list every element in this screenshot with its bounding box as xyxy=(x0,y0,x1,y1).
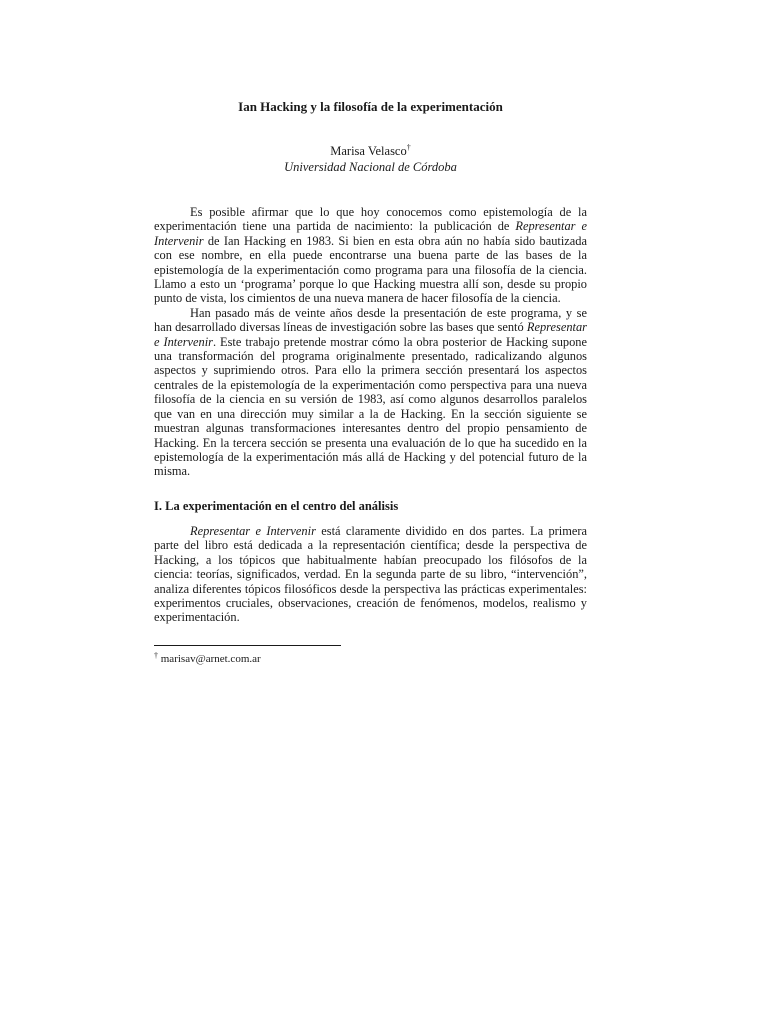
footnote-divider xyxy=(154,645,341,646)
author-name xyxy=(154,143,587,159)
paragraph-text: Han pasado más de veinte años desde la presentación de este programa, y se han desarrollado diversas líneas de investigación sobre las bases que sentó xyxy=(154,305,587,335)
paragraph-text: de Ian Hacking en 1983. Si bien en esta obra aún no había sido bautizada con ese nombre, en ella puede encontrarse una buena parte de las bases de la epistemología de la experimentación como programa para una filosofía de la ciencia. Llamo a esto un ‘programa’ porque lo que Hacking muestra allí son, desde su propio punto de vista, los cimientos de una nueva manera de hacer filosofía de la ciencia. xyxy=(154,233,587,306)
author-affiliation: Universidad Nacional de Córdoba xyxy=(284,160,457,174)
paragraph-text: Es posible afirmar que lo que hoy conocemos como epistemología de la experimentación tiene una partida de nacimiento: la publicación de xyxy=(154,205,587,234)
document-title: Ian Hacking y la filosofía de la experimentación xyxy=(238,99,503,114)
paragraph-text: está claramente dividido en dos partes. La primera parte del libro está dedicada a la representación científica; desde la perspectiva de Hacking, a los tópicos que habitualmente habían preocupado los filósofos de la ciencia: teorías, significados, verdad. En la segunda parte de su libro, “intervención”, analiza diferentes tópicos filosóficos desde la perspectiva las prácticas experimentales: experimentos cruciales, observaciones, creación de fenómenos, modelos, realismo y experimentación. xyxy=(154,524,587,625)
body-paragraph xyxy=(154,205,587,306)
footnote xyxy=(154,652,587,666)
author-footnote-marker[interactable]: † xyxy=(406,143,411,152)
section-heading: I. La experimentación en el centro del análisis xyxy=(154,499,399,513)
footnote-text: marisav@arnet.com.ar xyxy=(158,653,261,665)
body-paragraph xyxy=(154,306,587,479)
book-title-italic: Representar e Intervenir xyxy=(154,320,587,349)
book-title-italic: Representar e Intervenir xyxy=(154,219,587,248)
author-name-text: Marisa Velasco xyxy=(330,144,407,158)
intro-section xyxy=(154,205,587,479)
paragraph-text: . Este trabajo pretende mostrar cómo la obra posterior de Hacking supone una transformación del programa originalmente presentado, radicalizando algunos aspectos y suprimiendo otros. Para ello la primera sección presentará los aspectos centrales de la epistemología de la experimentación como perspectiva para una nueva filosofía de la ciencia en su versión de 1983, así como algunos desarrollos paralelos que van en una dirección muy similar a la de Hacking. En la sección siguiente se muestran algunas transformaciones interesantes dentro del propio pensamiento de Hacking. En la tercera sección se presenta una evaluación de lo que ha sucedido en la epistemología de la experimentación más allá de Hacking y del potencial futuro de la misma. xyxy=(154,334,587,479)
footnote-marker: † xyxy=(154,651,158,660)
body-paragraph xyxy=(154,524,587,625)
book-title-italic: Representar e Intervenir xyxy=(190,524,316,538)
section-one-body xyxy=(154,524,587,625)
